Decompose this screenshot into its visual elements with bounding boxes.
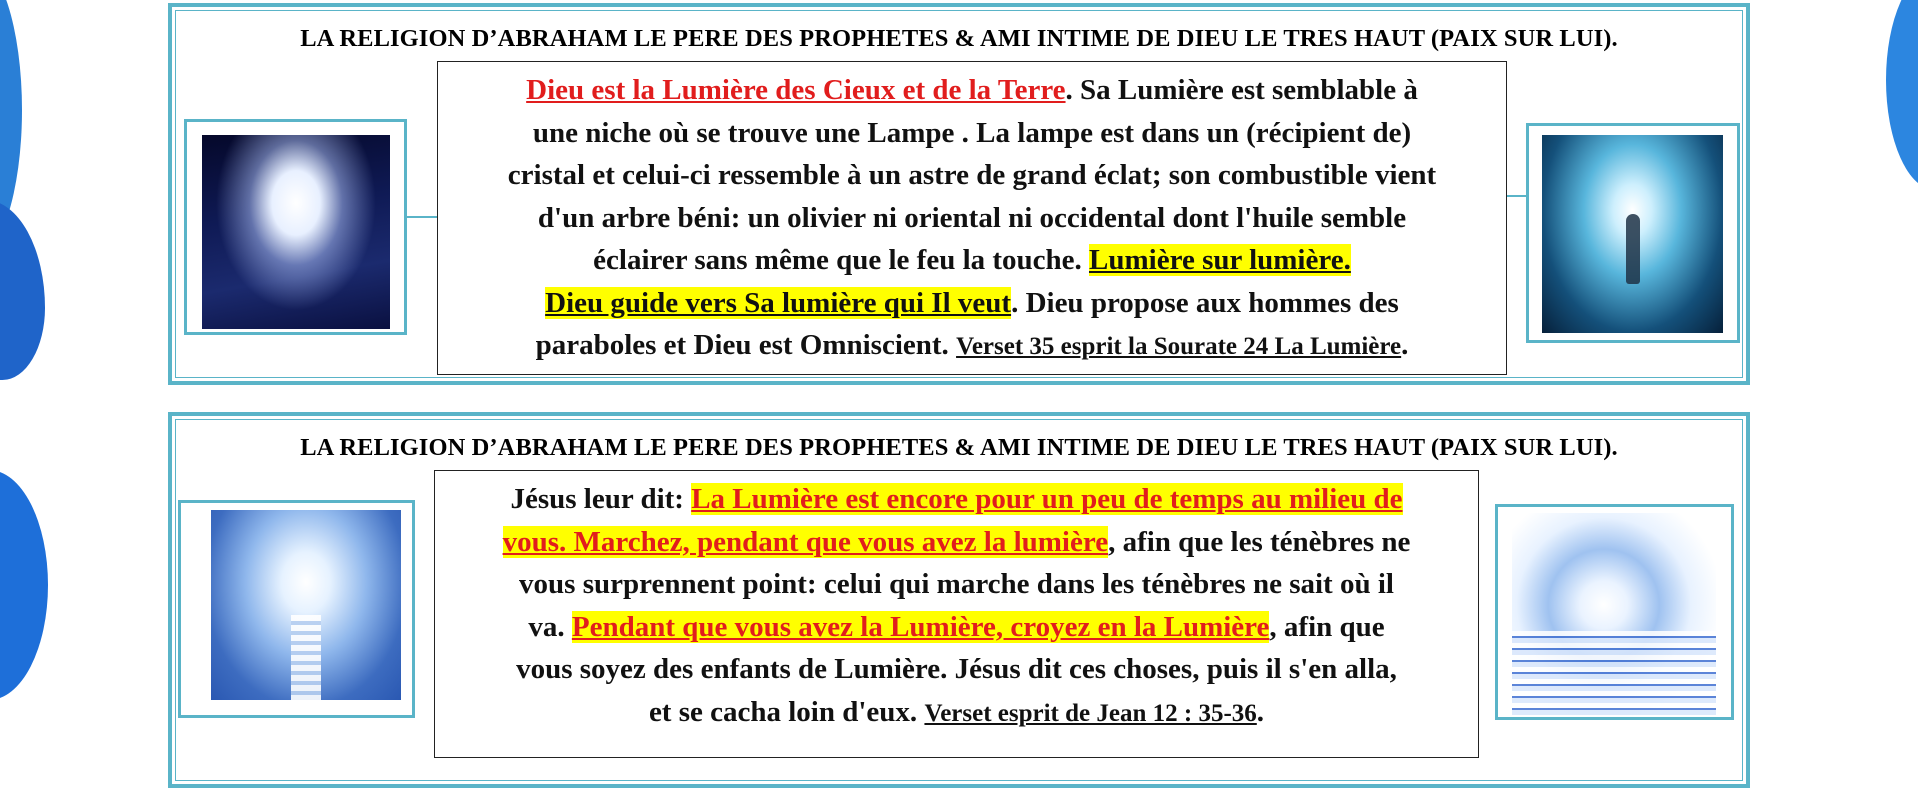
verse-line (438, 282, 1506, 325)
verse-line (435, 691, 1478, 736)
verse-text: et se cacha loin d'eux. (648, 695, 925, 728)
stairway-to-heaven-image (211, 510, 401, 700)
verse-highlight-red-yellow: Pendant que vous avez la Lumière, croyez en la Lumière (571, 610, 1270, 643)
verse-line (438, 239, 1506, 282)
stairs-shape (291, 615, 321, 701)
decorative-blue-shape-right-top (1886, 0, 1918, 190)
verse-line: vous surprennent point: celui qui marche dans les ténèbres ne sait où il (519, 568, 1394, 600)
sun-over-water-image (1512, 513, 1716, 717)
verse-reference: Verset esprit de Jean 12 : 35-36 (924, 699, 1257, 727)
water-waves (1512, 631, 1716, 717)
light-rays-image (202, 135, 390, 329)
image-frame-left (184, 119, 407, 335)
decorative-blue-shape-left-bottom (0, 470, 48, 700)
verse-line (435, 521, 1478, 564)
verse-highlight-red-yellow: vous. Marchez, pendant que vous avez la lumière (502, 525, 1109, 558)
verse-line: d'un arbre béni: un olivier ni oriental ni occidental dont l'huile semble (537, 201, 1407, 234)
verse-line: une niche où se trouve une Lampe . La lampe est dans un (récipient de) (532, 116, 1412, 149)
connector-line (1507, 195, 1526, 197)
verse-line (438, 69, 1506, 112)
verse-text: . (1256, 695, 1265, 728)
quran-verse-panel (168, 3, 1750, 385)
decorative-blue-shape-left-middle (0, 200, 45, 380)
verse-text: , afin que (1269, 610, 1385, 643)
verse-text: Jésus leur dit: (510, 483, 692, 515)
person-in-light-image (1542, 135, 1723, 333)
person-silhouette (1626, 214, 1640, 284)
verse-line: vous soyez des enfants de Lumière. Jésus dit ces choses, puis il s'en alla, (516, 653, 1397, 685)
verse-text: . (1401, 329, 1409, 361)
verse-line (435, 478, 1478, 521)
gospel-verse-panel (168, 412, 1750, 788)
image-frame-left (178, 500, 415, 718)
verse-text: éclairer sans même que le feu la touche. (593, 244, 1090, 276)
verse-highlight-red: Dieu est la Lumière des Cieux et de la Terre (526, 74, 1066, 106)
image-frame-right (1526, 123, 1740, 343)
verse-line (438, 324, 1506, 369)
verse-text: va. (528, 610, 572, 643)
verse-highlight-yellow: Lumière sur lumière. (1089, 244, 1351, 276)
verse-reference: Verset 35 esprit la Sourate 24 La Lumière (956, 333, 1402, 360)
verse-text: . Sa Lumière est semblable à (1065, 74, 1418, 106)
verse-line (435, 606, 1478, 649)
panel-title: LA RELIGION D’ABRAHAM LE PERE DES PROPHETES & AMI INTIME DE DIEU LE TRES HAUT (PAIX SUR LUI). (300, 25, 1618, 52)
verse-line: cristal et celui-ci ressemble à un astre de grand éclat; son combustible vient (507, 159, 1437, 191)
panel-title: LA RELIGION D’ABRAHAM LE PERE DES PROPHETES & AMI INTIME DE DIEU LE TRES HAUT (PAIX SUR LUI). (300, 434, 1618, 461)
verse-text-box (437, 61, 1507, 375)
connector-line (407, 216, 437, 218)
verse-highlight-yellow: Dieu guide vers Sa lumière qui Il veut (545, 286, 1012, 319)
verse-text: , afin que les ténèbres ne (1108, 525, 1411, 558)
image-frame-right (1495, 504, 1734, 720)
verse-text-box (434, 470, 1479, 758)
verse-highlight-red-yellow: La Lumière est encore pour un peu de temps au milieu de (691, 483, 1403, 515)
verse-text: paraboles et Dieu est Omniscient. (535, 329, 957, 361)
verse-text: . Dieu propose aux hommes des (1011, 286, 1399, 319)
